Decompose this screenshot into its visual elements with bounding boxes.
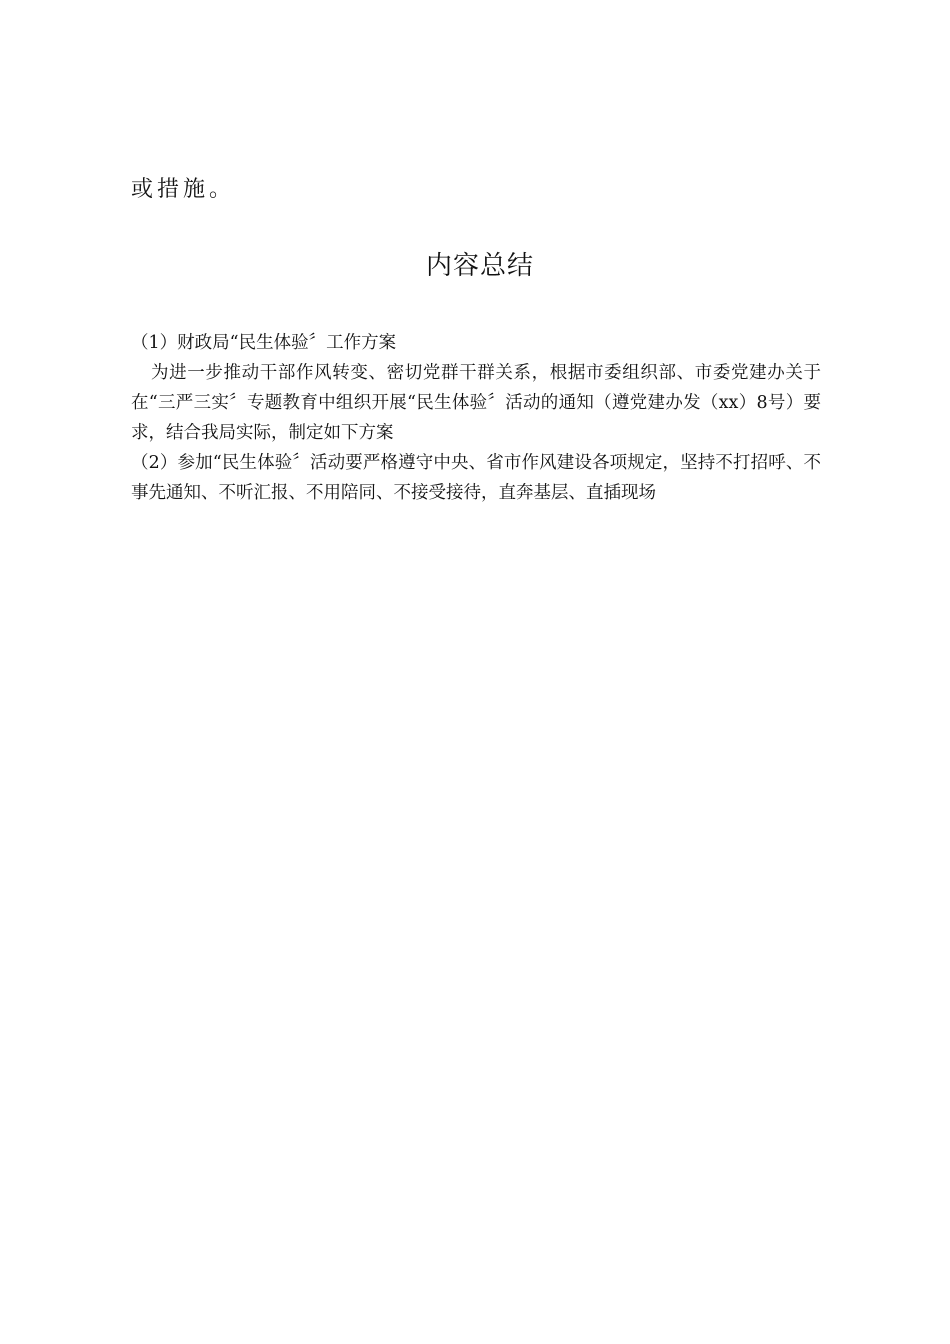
summary-item-2-body: （2）参加“民生体验〞活动要严格遵守中央、省市作风建设各项规定，坚持不打招呼、不事先通知、不听汇报、不用陪同、不接受接待，直奔基层、直插现场 <box>131 453 821 503</box>
summary-item-1-body: 为进一步推动干部作风转变、密切党群干群关系，根据市委组织部、市委党建办关于在“三严三实〞专题教育中组织开展“民生体验〞活动的通知（遵党建办发（xx）8号）要求，结合我局实际，制定如下方案 <box>131 363 821 443</box>
page-title: 内容总结 <box>425 251 534 281</box>
carryover-text: 或措施。 <box>131 177 236 202</box>
summary-body <box>131 328 821 508</box>
summary-item-1-heading: （1）财政局“民生体验〞工作方案 <box>131 333 397 353</box>
